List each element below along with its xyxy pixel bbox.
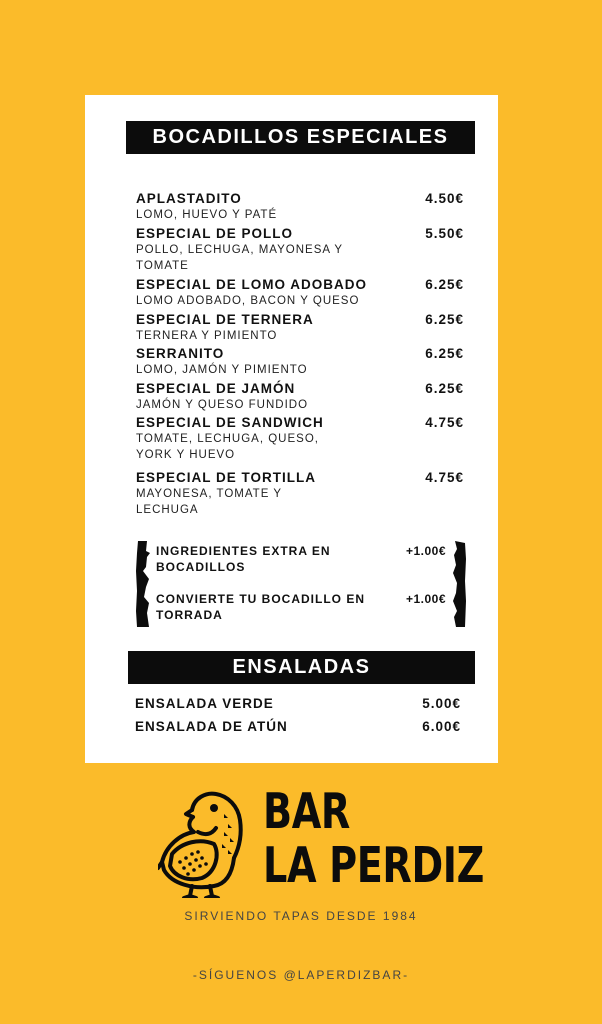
extra-item bbox=[156, 591, 446, 623]
item-name: ESPECIAL DE POLLO bbox=[136, 226, 294, 241]
item-description: LOMO, HUEVO Y PATÉ bbox=[136, 209, 278, 221]
menu-item bbox=[136, 346, 464, 378]
extra-item bbox=[156, 543, 446, 575]
item-price: 4.75€ bbox=[425, 415, 464, 430]
menu-item bbox=[136, 381, 464, 413]
menu-item bbox=[136, 470, 464, 518]
item-price: 6.25€ bbox=[425, 346, 464, 361]
item-name: SERRANITO bbox=[136, 346, 225, 361]
extra-name: CONVIERTE TU BOCADILLO EN TORRADA bbox=[156, 592, 366, 622]
menu-item bbox=[136, 312, 464, 344]
item-name: ESPECIAL DE TORTILLA bbox=[136, 470, 317, 485]
menu-item bbox=[136, 277, 464, 309]
item-name: ESPECIAL DE LOMO ADOBADO bbox=[136, 277, 368, 292]
menu-item bbox=[136, 191, 464, 223]
brand-name-line-2: LA PERDIZ bbox=[263, 837, 484, 894]
item-price: 4.75€ bbox=[425, 470, 464, 485]
item-description: LOMO, JAMÓN Y PIMIENTO bbox=[136, 364, 308, 376]
item-price: 5.00€ bbox=[422, 696, 461, 711]
item-price: 6.25€ bbox=[425, 277, 464, 292]
item-description: TOMATE, LECHUGA, QUESO, YORK Y HUEVO bbox=[136, 433, 319, 461]
item-price: 5.50€ bbox=[425, 226, 464, 241]
extra-name: INGREDIENTES EXTRA EN BOCADILLOS bbox=[156, 544, 331, 574]
item-name: APLASTADITO bbox=[136, 191, 242, 206]
menu-card bbox=[85, 95, 498, 763]
brush-stroke-left bbox=[135, 541, 151, 627]
item-name: ENSALADA VERDE bbox=[135, 696, 274, 711]
extra-price: +1.00€ bbox=[405, 592, 446, 606]
extras-box bbox=[135, 541, 467, 627]
item-description: LOMO ADOBADO, BACON Y QUESO bbox=[136, 295, 360, 307]
item-price: 6.25€ bbox=[425, 312, 464, 327]
item-price: 4.50€ bbox=[425, 191, 464, 206]
brand-name-line-1: BAR bbox=[263, 783, 350, 840]
extra-price: +1.00€ bbox=[405, 544, 446, 558]
bocadillos-section-title: BOCADILLOS ESPECIALES bbox=[126, 121, 475, 154]
item-description: MAYONESA, TOMATE Y LECHUGA bbox=[136, 488, 282, 516]
brush-stroke-right bbox=[451, 541, 467, 627]
item-name: ESPECIAL DE TERNERA bbox=[136, 312, 314, 327]
salad-item bbox=[135, 696, 461, 712]
item-description: POLLO, LECHUGA, MAYONESA Y TOMATE bbox=[136, 244, 343, 272]
social-handle: -SÍGUENOS @LAPERDIZBAR- bbox=[192, 968, 410, 982]
item-description: JAMÓN Y QUESO FUNDIDO bbox=[136, 399, 309, 411]
item-name: ESPECIAL DE JAMÓN bbox=[136, 381, 296, 396]
ensaladas-section-title: ENSALADAS bbox=[128, 651, 475, 684]
item-description: TERNERA Y PIMIENTO bbox=[136, 330, 278, 342]
salad-item bbox=[135, 719, 461, 735]
item-name: ENSALADA DE ATÚN bbox=[135, 719, 288, 734]
item-name: ESPECIAL DE SANDWICH bbox=[136, 415, 324, 430]
menu-item bbox=[136, 226, 464, 274]
menu-item bbox=[136, 415, 464, 463]
tagline: SIRVIENDO TAPAS DESDE 1984 bbox=[184, 909, 418, 923]
item-price: 6.00€ bbox=[422, 719, 461, 734]
partridge-icon bbox=[158, 788, 246, 898]
item-price: 6.25€ bbox=[425, 381, 464, 396]
